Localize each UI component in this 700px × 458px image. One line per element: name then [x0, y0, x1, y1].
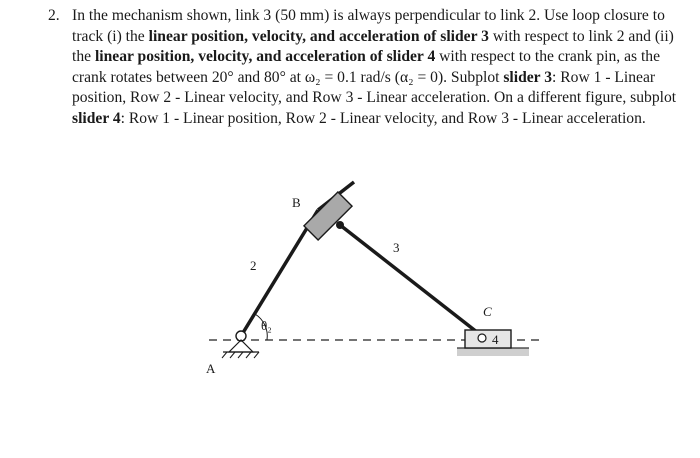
label-b: B	[292, 195, 301, 210]
text-segment-bold: linear position, velocity, and acceleration of slider 4	[94, 48, 436, 65]
pivot-a-hatch	[222, 352, 227, 358]
label-c: C	[483, 304, 492, 319]
pivot-a-support	[229, 340, 253, 352]
slider-3-block	[304, 192, 352, 240]
pivot-a-hatch	[246, 352, 251, 358]
slider-ground	[457, 348, 529, 356]
slider-4-block	[465, 330, 511, 348]
link-3	[340, 225, 482, 336]
text-segment: : Row 1 - Linear position, Row 2 - Linear velocity, and Row 3 - Linear acceleration.	[120, 109, 646, 127]
label-link-3: 3	[393, 240, 400, 255]
problem-number: 2.	[48, 7, 60, 24]
label-link-2: 2	[250, 258, 257, 273]
pin-b	[336, 221, 344, 229]
text-segment: with respect to the crank pin, as the crank rotates between 20° and 80° at ω₂ = 0.1 rad/s (α₂ = 0). Subplot	[72, 48, 661, 86]
pin-c	[478, 334, 486, 342]
problem-statement	[48, 6, 688, 129]
pivot-a-hatch	[254, 352, 259, 358]
label-a: A	[206, 361, 216, 376]
text-segment-bold: slider 4	[72, 109, 121, 127]
text-segment-bold: linear position, velocity, and acceleration of slider 3	[148, 27, 489, 45]
text-segment: : Row 1 - Linear position, Row 2 - Linear velocity, and Row 3 - Linear acceleration. On a different figure, subplot	[72, 68, 677, 106]
text-segment: In the mechanism shown, link 3 (50 mm) is always perpendicular to link 2. Use loop closure to track (i) the	[72, 7, 665, 45]
text-segment-bold: slider 3	[503, 68, 553, 86]
problem-text	[72, 6, 688, 129]
pivot-a-hatch	[238, 352, 243, 358]
label-theta-2: θ₂	[261, 318, 272, 333]
pivot-a-hatch	[230, 352, 235, 358]
label-slider-4: 4	[492, 332, 499, 347]
mechanism-diagram	[195, 170, 555, 390]
mechanism-figure	[195, 170, 555, 395]
text-segment: with respect to link 2 and (ii) the	[72, 27, 674, 65]
